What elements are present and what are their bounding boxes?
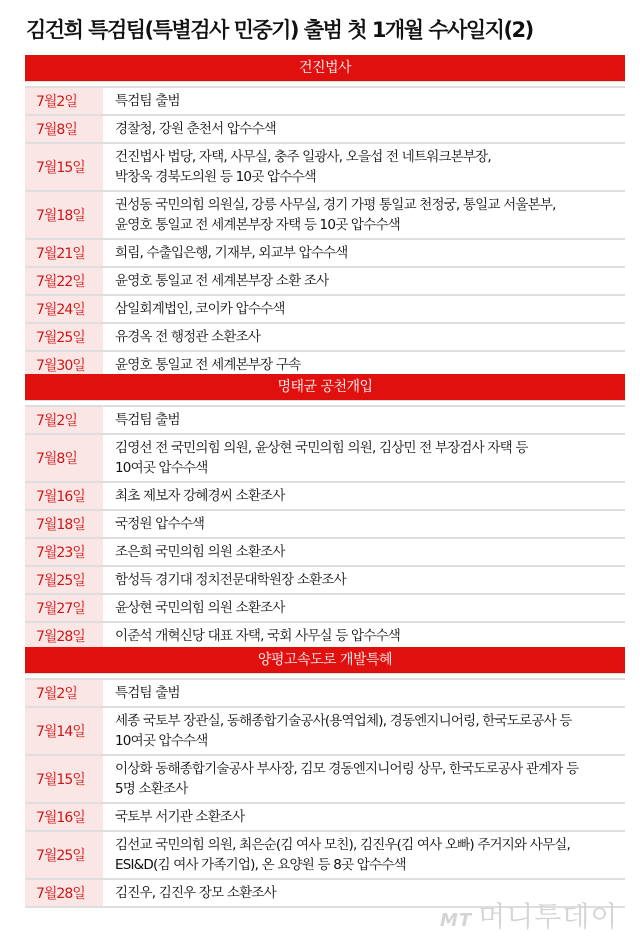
row-date: 7월16일 (25, 483, 103, 509)
row-date: 7월24일 (25, 296, 103, 322)
row-text: 윤상현 국민의힘 의원 소환조사 (115, 600, 285, 616)
row-date: 7월27일 (25, 595, 103, 621)
row-date: 7월2일 (25, 88, 103, 114)
row-date: 7월22일 (25, 268, 103, 294)
row-text: 김영선 전 국민의힘 의원, 윤상현 국민의힘 의원, 김상민 전 부장검사 자택 등 10여곳 압수수색 (115, 440, 528, 476)
row-text: 이상화 동해종합기술공사 부사장, 김모 경동엔지니어링 상무, 한국도로공사 관계자 등 5명 소환조사 (115, 761, 579, 797)
row-date: 7월14일 (25, 708, 103, 754)
row-date: 7월15일 (25, 144, 103, 190)
table-row (25, 294, 625, 322)
row-date: 7월25일 (25, 832, 103, 878)
row-date: 7월28일 (25, 880, 103, 906)
row-text: 삼일회계법인, 코이카 압수수색 (115, 301, 285, 317)
row-text: 특검팀 출범 (115, 685, 180, 701)
row-text: 김선교 국민의힘 의원, 최은순(김 여사 모친), 김진우(김 여사 오빠) 주거지와 사무실, ESI&D(김 여사 가족기업), 온 요양원 등 8곳 압수수색 (115, 837, 570, 873)
row-text: 특검팀 출범 (115, 412, 180, 428)
row-text: 윤영호 통일교 전 세계본부장 소환 조사 (115, 273, 329, 289)
row-text: 윤영호 통일교 전 세계본부장 구속 (115, 357, 301, 373)
table-row (25, 830, 625, 878)
section-heading: 명태균 공천개입 (25, 374, 625, 401)
row-date: 7월18일 (25, 511, 103, 537)
watermark-logo (440, 895, 618, 935)
table-row (25, 114, 625, 142)
row-date: 7월2일 (25, 680, 103, 706)
section-yangpyeong (25, 647, 625, 908)
page-title: 김건희 특검팀(특별검사 민중기) 출범 첫 1개월 수사일지(2) (26, 18, 533, 42)
row-date: 7월16일 (25, 804, 103, 830)
row-date: 7월25일 (25, 567, 103, 593)
table-row (25, 86, 625, 114)
row-date: 7월8일 (25, 116, 103, 142)
row-date: 7월30일 (25, 352, 103, 378)
section-geonjin (25, 55, 625, 380)
row-text: 이준석 개혁신당 대표 자택, 국회 사무실 등 압수수색 (115, 628, 400, 644)
row-text: 유경옥 전 행정관 소환조사 (115, 329, 261, 345)
table-row (25, 678, 625, 706)
row-text: 희림, 수출입은행, 기재부, 외교부 압수수색 (115, 245, 348, 261)
row-text: 특검팀 출범 (115, 93, 180, 109)
watermark-brand: 머니투데이 (478, 900, 619, 933)
row-date: 7월23일 (25, 539, 103, 565)
table-row (25, 190, 625, 238)
table-row (25, 754, 625, 802)
row-date: 7월15일 (25, 756, 103, 802)
row-date: 7월18일 (25, 192, 103, 238)
row-text: 경찰청, 강원 춘천서 압수수색 (115, 121, 276, 137)
table-row (25, 593, 625, 621)
table-row (25, 537, 625, 565)
table-row (25, 433, 625, 481)
table-row (25, 266, 625, 294)
section-myung (25, 374, 625, 651)
row-text: 국정원 압수수색 (115, 516, 205, 532)
row-text: 최초 제보자 강혜경씨 소환조사 (115, 488, 285, 504)
section-heading: 양평고속도로 개발특혜 (25, 647, 625, 674)
row-text: 함성득 경기대 정치전문대학원장 소환조사 (115, 572, 346, 588)
row-date: 7월25일 (25, 324, 103, 350)
section-heading: 건진법사 (25, 55, 625, 82)
row-date: 7월21일 (25, 240, 103, 266)
table-row (25, 509, 625, 537)
table-row (25, 322, 625, 350)
row-date: 7월2일 (25, 407, 103, 433)
row-text: 세종 국토부 장관실, 동해종합기술공사(용역업체), 경동엔지니어링, 한국도로공사 등 10여곳 압수수색 (115, 713, 572, 749)
watermark-mt: MT (440, 910, 473, 931)
row-date: 7월28일 (25, 623, 103, 649)
table-row (25, 405, 625, 433)
table-row (25, 238, 625, 266)
row-text: 권성동 국민의힘 의원실, 강릉 사무실, 경기 가평 통일교 천정궁, 통일교 서울본부, 윤영호 통일교 전 세계본부장 자택 등 10곳 압수수색 (115, 197, 556, 233)
row-text: 건진법사 법당, 자택, 사무실, 충주 일광사, 오을섭 전 네트워크본부장, 박창욱 경북도의원 등 10곳 압수수색 (115, 149, 491, 185)
table-row (25, 565, 625, 593)
table-row (25, 142, 625, 190)
row-text: 조은희 국민의힘 의원 소환조사 (115, 544, 285, 560)
table-row (25, 706, 625, 754)
table-row (25, 481, 625, 509)
table-row (25, 802, 625, 830)
row-text: 국토부 서기관 소환조사 (115, 809, 245, 825)
row-text: 김진우, 김진우 장모 소환조사 (115, 885, 276, 901)
row-date: 7월8일 (25, 435, 103, 481)
